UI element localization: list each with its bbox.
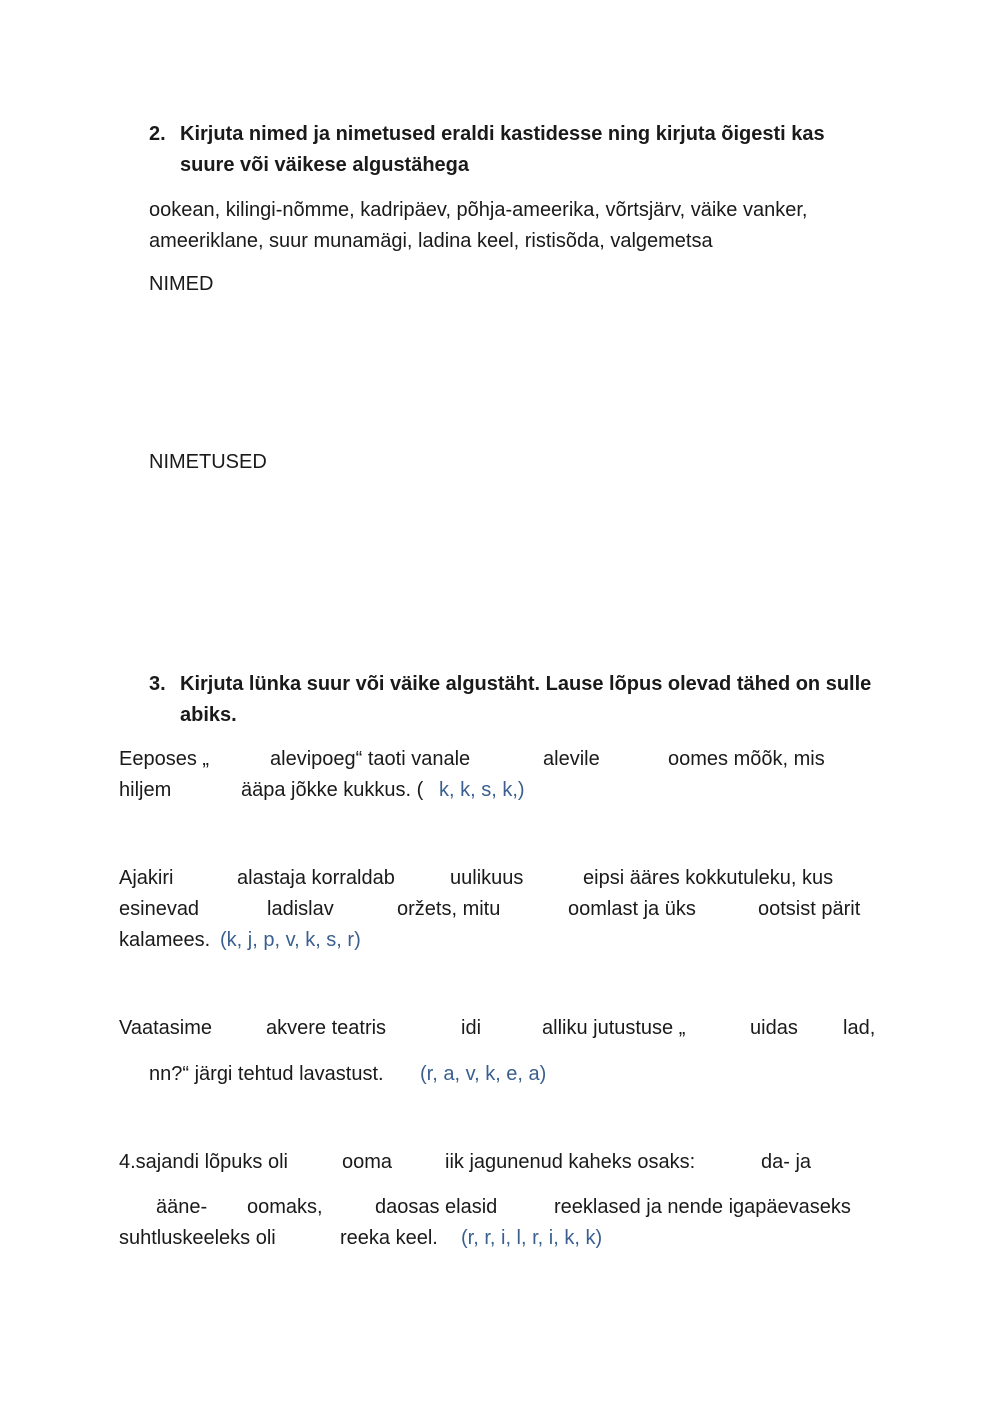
- sentence3-line2: [0, 1059, 1000, 1090]
- task2-title-line1: Kirjuta nimed ja nimetused eraldi kastidesse ning kirjuta õigesti kas: [180, 123, 825, 145]
- text-segment: alevipoeg“ taoti vanale: [270, 748, 471, 770]
- nimed-label: NIMED: [149, 273, 214, 295]
- text-segment: ääne-: [156, 1196, 208, 1218]
- text-segment: ooma: [342, 1151, 393, 1173]
- text-segment: suhtluskeeleks oli: [119, 1227, 276, 1249]
- nimetused-answer-area[interactable]: [149, 483, 869, 643]
- text-segment: alevile: [543, 748, 600, 770]
- text-segment: nn?“ järgi tehtud lavastust.: [149, 1063, 384, 1085]
- text-segment: 4.sajandi lõpuks oli: [119, 1151, 288, 1173]
- text-segment: hiljem: [119, 779, 172, 801]
- text-segment: kalamees.: [119, 929, 211, 951]
- text-segment: reeklased ja nende igapäevaseks: [554, 1196, 851, 1218]
- sentence4-line1: [0, 1147, 1000, 1178]
- nimed-answer-area[interactable]: [149, 305, 869, 435]
- sentence1-line2: [0, 775, 1000, 806]
- hint-letters: (r, a, v, k, e, a): [420, 1063, 547, 1085]
- text-segment: reeka keel.: [340, 1227, 438, 1249]
- text-segment: Eeposes „: [119, 748, 210, 770]
- task2-number: 2.: [149, 123, 166, 145]
- sentence3-line1: [0, 1013, 1000, 1044]
- task2-word-list: [149, 195, 807, 257]
- text-segment: idi: [461, 1017, 482, 1039]
- text-segment: Ajakiri: [119, 867, 174, 889]
- sentence4-line3: [0, 1223, 1000, 1254]
- task3-title-line2: abiks.: [180, 704, 237, 726]
- text-segment: alliku jutustuse „: [542, 1017, 686, 1039]
- text-segment: oomes mõõk, mis: [668, 748, 825, 770]
- task3-title-line1: Kirjuta lünka suur või väike algustäht. Lause lõpus olevad tähed on sulle: [180, 673, 872, 695]
- sentence2-line1: [0, 863, 1000, 894]
- nimetused-label: NIMETUSED: [149, 451, 267, 473]
- task2-words-line2: ameeriklane, suur munamägi, ladina keel, ristisõda, valgemetsa: [149, 230, 713, 252]
- task3-number: 3.: [149, 673, 166, 695]
- sentence2-line3: [0, 925, 1000, 956]
- text-segment: esinevad: [119, 898, 200, 920]
- task2-title: [149, 119, 825, 181]
- text-segment: lad,: [843, 1017, 876, 1039]
- text-segment: iik jagunenud kaheks osaks:: [445, 1151, 696, 1173]
- text-segment: eipsi ääres kokkutuleku, kus: [583, 867, 834, 889]
- sentence2-line2: [0, 894, 1000, 925]
- text-segment: uulikuus: [450, 867, 524, 889]
- hint-letters: k, k, s, k,): [439, 779, 525, 801]
- text-segment: akvere teatris: [266, 1017, 387, 1039]
- sentence4-line2: [0, 1192, 1000, 1223]
- task3-title: [149, 669, 872, 731]
- text-segment: da- ja: [761, 1151, 812, 1173]
- task2-title-line2: suure või väikese algustähega: [180, 154, 470, 176]
- sentence1-line1: [0, 744, 1000, 775]
- hint-letters: (k, j, p, v, k, s, r): [220, 929, 361, 951]
- hint-letters: (r, r, i, l, r, i, k, k): [461, 1227, 603, 1249]
- text-segment: oomlast ja üks: [568, 898, 696, 920]
- text-segment: ootsist pärit: [758, 898, 861, 920]
- task2-words-line1: ookean, kilingi-nõmme, kadripäev, põhja-ameerika, võrtsjärv, väike vanker,: [149, 199, 808, 221]
- text-segment: ääpa jõkke kukkus. (: [241, 779, 424, 801]
- text-segment: uidas: [750, 1017, 798, 1039]
- text-segment: oomaks,: [247, 1196, 323, 1218]
- text-segment: oržets, mitu: [397, 898, 501, 920]
- text-segment: alastaja korraldab: [237, 867, 395, 889]
- text-segment: ladislav: [267, 898, 334, 920]
- text-segment: Vaatasime: [119, 1017, 213, 1039]
- text-segment: daosas elasid: [375, 1196, 498, 1218]
